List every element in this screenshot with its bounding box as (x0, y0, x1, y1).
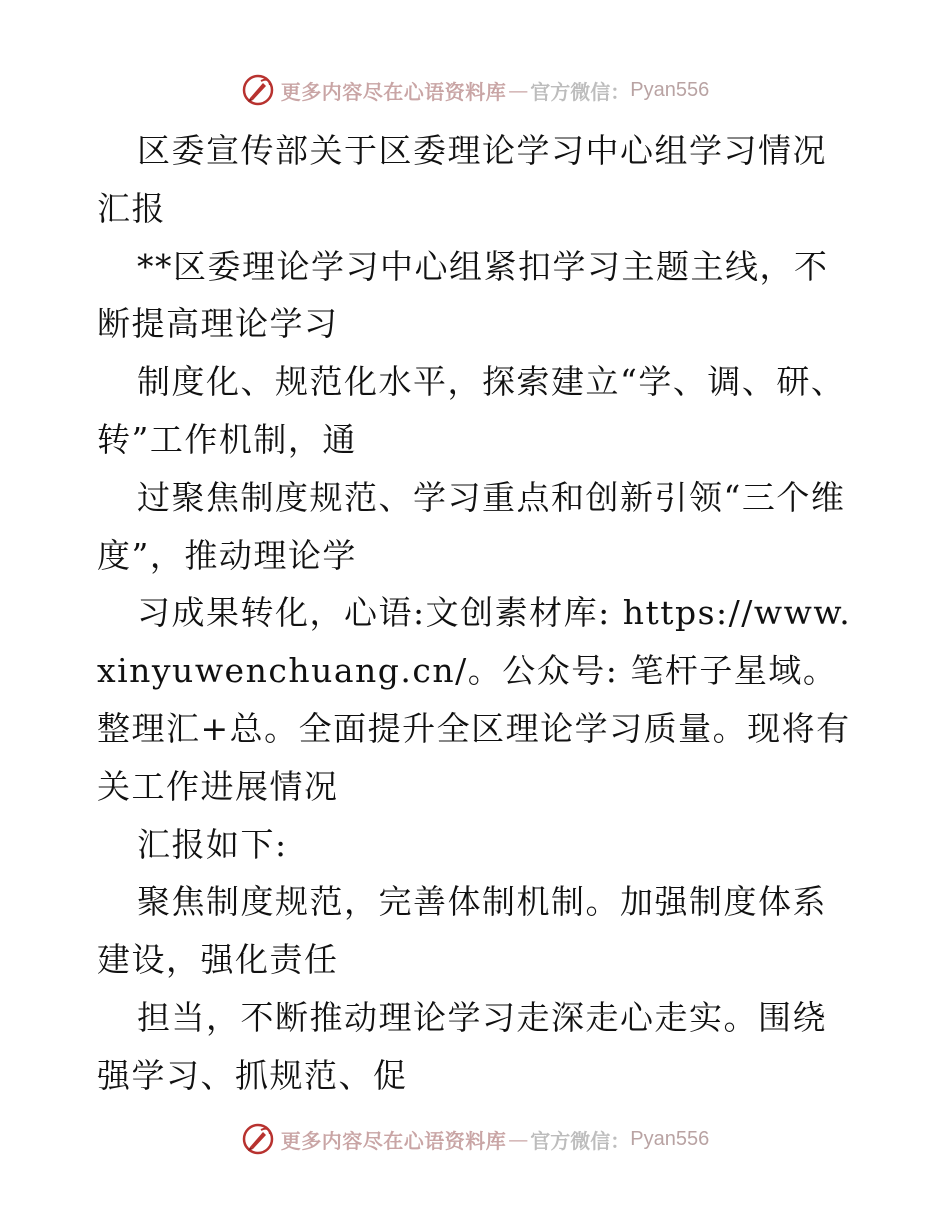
header-banner-text: 更多内容尽在心语资料库 (280, 79, 507, 104)
footer-wechat-label: 官方微信： (530, 1128, 631, 1153)
document-body (97, 122, 857, 1105)
paragraph-title: 区委宣传部关于区委理论学习中心组学习情况汇报 (97, 131, 827, 228)
header-wechat-label: 官方微信： (530, 79, 631, 104)
header-banner (0, 70, 950, 110)
paragraph: 过聚焦制度规范、学习重点和创新引领“三个维度”，推动理论学 (97, 477, 846, 575)
pen-logo-icon (241, 1122, 275, 1156)
footer-banner (0, 1119, 950, 1159)
pen-logo-icon (241, 73, 275, 107)
paragraph: 聚焦制度规范，完善体制机制。加强制度体系建设，强化责任 (97, 882, 827, 980)
header-wechat-id: Pyan556 (630, 78, 710, 101)
footer-banner-dash: — (508, 1127, 529, 1151)
header-banner-dash: — (508, 78, 529, 102)
paragraph: 制度化、规范化水平，探索建立“学、调、研、转”工作机制，通 (97, 362, 846, 459)
paragraph: 习成果转化，心语:文创素材库: https://www.xinyuwenchuang.cn/。公众号: 笔杆子星域。整理汇+总。全面提升全区理论学习质量。现将有关工作进展情况 (97, 593, 852, 806)
footer-banner-text: 更多内容尽在心语资料库 (280, 1128, 507, 1153)
paragraph: **区委理论学习中心组紧扣学习主题主线，不断提高理论学习 (97, 246, 829, 344)
paragraph: 担当，不断推动理论学习走深走心走实。围绕强学习、抓规范、促 (97, 997, 827, 1095)
footer-wechat-id: Pyan556 (630, 1127, 710, 1150)
paragraph: 汇报如下: (137, 824, 288, 864)
